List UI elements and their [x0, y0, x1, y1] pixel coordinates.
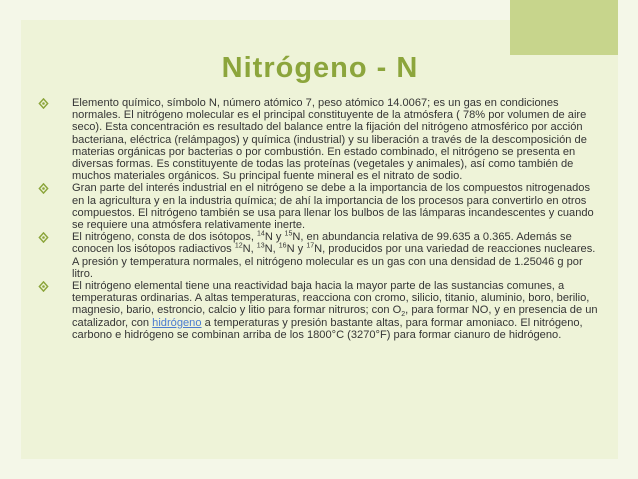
isotope-superscript: 14	[257, 230, 265, 238]
item-text-part: N y	[286, 243, 307, 256]
isotope-superscript: 12	[234, 242, 243, 250]
item-text-part: N,	[242, 243, 257, 256]
wingding-bullet-icon	[38, 182, 50, 194]
right-border	[618, 0, 638, 479]
left-border	[0, 0, 21, 479]
formula-subscript: 2	[401, 311, 406, 319]
list-item	[38, 97, 603, 182]
bullet-list	[38, 97, 603, 341]
item-text-part: El nitrógeno, consta de dos isótopos,	[72, 231, 258, 244]
wingding-bullet-icon	[38, 280, 50, 292]
hydrogen-link[interactable]: hidrógeno	[152, 316, 202, 329]
slide-title: Nitrógeno - N	[221, 52, 419, 84]
item-text-part: El nitrógeno elemental tiene una reactividad baja hacia la mayor parte de las sustancias comunes, a temperaturas ordinarias. A altas temperaturas, reacciona con cromo, silicio, titanio, aluminio, boro, berilio, magnesio, bario, estroncio, calcio y litio para formar nitruros; con O	[72, 280, 590, 317]
item-text-part: N, en abundancia relativa de 99.635 a 0.365. Además se conocen los isótopos radiactivos	[72, 231, 572, 256]
isotope-superscript: 17	[306, 242, 315, 250]
isotope-superscript: 16	[278, 242, 287, 250]
isotope-superscript: 15	[284, 230, 293, 238]
item-text: Elemento químico, símbolo N, número atómico 7, peso atómico 14.0067; es un gas en condiciones normales. El nitrógeno molecular es el principal constituyente de la atmósfera ( 78% por volumen de aire seco). Esta concentración es resultado del balance entre la fijación del nitrógeno atmosférico por acción bacteriana, eléctrica (relámpagos) y química (industrial) y su liberación a través de la descomposición de materias orgánicas por bacterias o por combustión. En estado combinado, el nitrógeno se presenta en diversas formas. Es constituyente de todas las proteínas (vegetales y animales), así como también de muchos materiales orgánicos. Su principal fuente mineral es el nitrato de sodio.	[72, 97, 587, 183]
item-text-part: a temperaturas y presión bastante altas, para formar amoniaco. El nitrógeno, carbono e hidrógeno se combinan arriba de los 1800°C (3270°F) para formar cianuro de hidrógeno.	[72, 316, 583, 341]
list-item	[38, 231, 603, 280]
item-text-part: , para formar NO, y en presencia de un catalizador, con	[72, 304, 598, 329]
bottom-border	[0, 459, 638, 479]
isotope-superscript: 13	[256, 242, 265, 250]
item-text-part: N, producidos por una variedad de reacciones nucleares. A presión y temperatura normales, el nitrógeno molecular es un gas con una densidad de 1.25046 g por litro.	[72, 243, 596, 280]
wingding-bullet-icon	[38, 97, 50, 109]
wingding-bullet-icon	[38, 231, 50, 243]
corner-accent-block	[510, 0, 618, 55]
list-item	[38, 280, 603, 341]
item-text-part: N,	[264, 243, 279, 256]
item-text-part: N y	[264, 231, 285, 244]
item-text: Gran parte del interés industrial en el nitrógeno se debe a la importancia de los compuestos nitrogenados en la agricultura y en la industria química; de ahí la importancia de los procesos para convertirlo en otros compuestos. El nitrógeno también se usa para llenar los bulbos de las lámparas incandescentes y cuando se requiere una atmósfera relativamente inerte.	[72, 182, 594, 232]
list-item	[38, 182, 603, 231]
